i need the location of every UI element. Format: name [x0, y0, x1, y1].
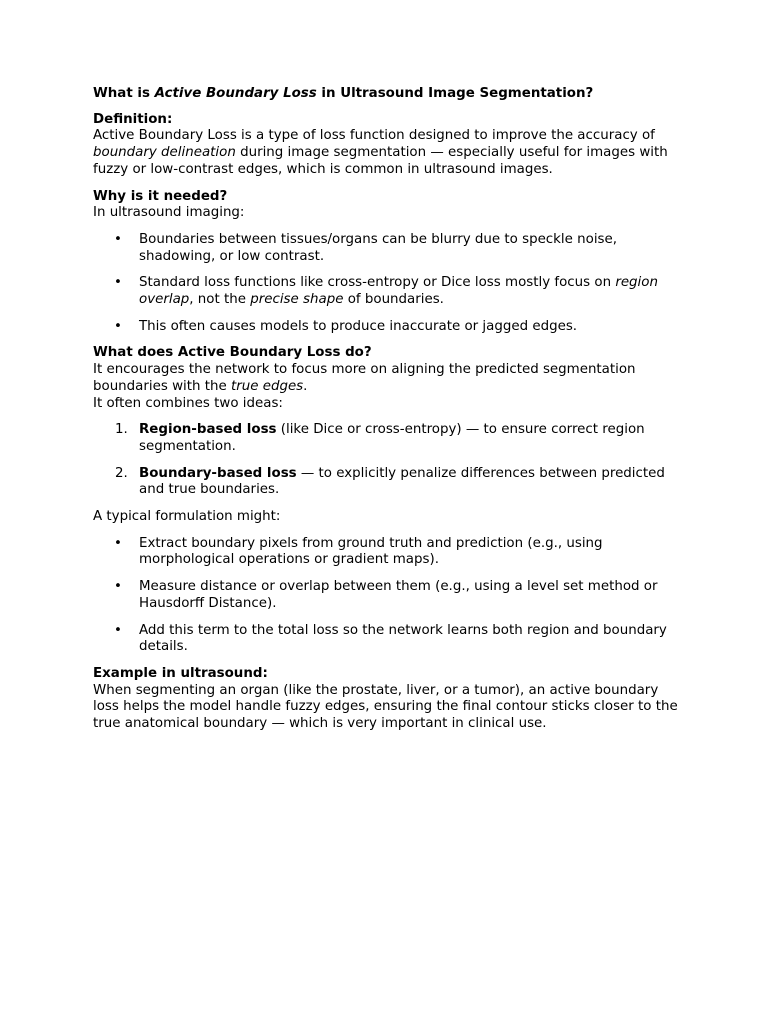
list-item: • Extract boundary pixels from ground truth and prediction (e.g., using morphological operations or gradient maps). [114, 535, 603, 568]
why-list [93, 232, 683, 336]
title-emphasis: Active Boundary Loss [154, 86, 317, 101]
what-list [93, 422, 683, 499]
definition-heading: Definition: [93, 111, 173, 127]
bullet-marker: • [114, 579, 122, 595]
formulation-intro: A typical formulation might: [93, 509, 281, 525]
list-item: • Standard loss functions like cross-entropy or Dice loss mostly focus on region overlap, not the precise shape of boundaries. [114, 275, 658, 308]
bullet-marker: • [114, 622, 122, 638]
list-item: • Measure distance or overlap between them (e.g., using a level set method or Hausdorff Distance). [114, 579, 658, 611]
document-title: What is Active Boundary Loss in Ultrasound Image Segmentation? [93, 86, 594, 101]
bullet-marker: • [114, 231, 122, 247]
list-item: • Boundaries between tissues/organs can be blurry due to speckle noise, shadowing, or low contrast. [114, 231, 618, 264]
bullet-marker: • [114, 318, 122, 334]
why-intro: In ultrasound imaging: [93, 205, 245, 221]
example-heading: Example in ultrasound: [93, 665, 268, 681]
list-item: • Add this term to the total loss so the network learns both region and boundary details. [114, 622, 667, 655]
number-marker: 2. [115, 465, 128, 481]
number-marker: 1. [115, 422, 128, 438]
bullet-marker: • [114, 275, 122, 291]
document-page [93, 86, 683, 743]
list-item: 2. Boundary-based loss — to explicitly penalize differences between predicted and true boundaries. [115, 465, 665, 498]
bullet-marker: • [114, 535, 122, 551]
what-combines: It often combines two ideas: [93, 395, 283, 411]
formulation-list [93, 536, 683, 656]
what-heading: What does Active Boundary Loss do? [93, 345, 372, 361]
example-paragraph: When segmenting an organ (like the prostate, liver, or a tumor), an active boundary loss helps the model handle fuzzy edges, ensuring the final contour sticks closer to the true anatomical boundary — which is very important in clinical use. [93, 682, 678, 732]
list-item: 1. Region-based loss (like Dice or cross-entropy) — to ensure correct region segmentation. [115, 422, 645, 454]
what-paragraph: It encourages the network to focus more on aligning the predicted segmentation boundaries with the true edges. [93, 362, 636, 394]
definition-paragraph: Active Boundary Loss is a type of loss function designed to improve the accuracy of boundary delineation during image segmentation — especially useful for images with fuzzy or low-contrast edges, which is common in ultrasound images. [93, 128, 668, 177]
list-item: • This often causes models to produce inaccurate or jagged edges. [114, 318, 578, 334]
why-heading: Why is it needed? [93, 188, 228, 204]
